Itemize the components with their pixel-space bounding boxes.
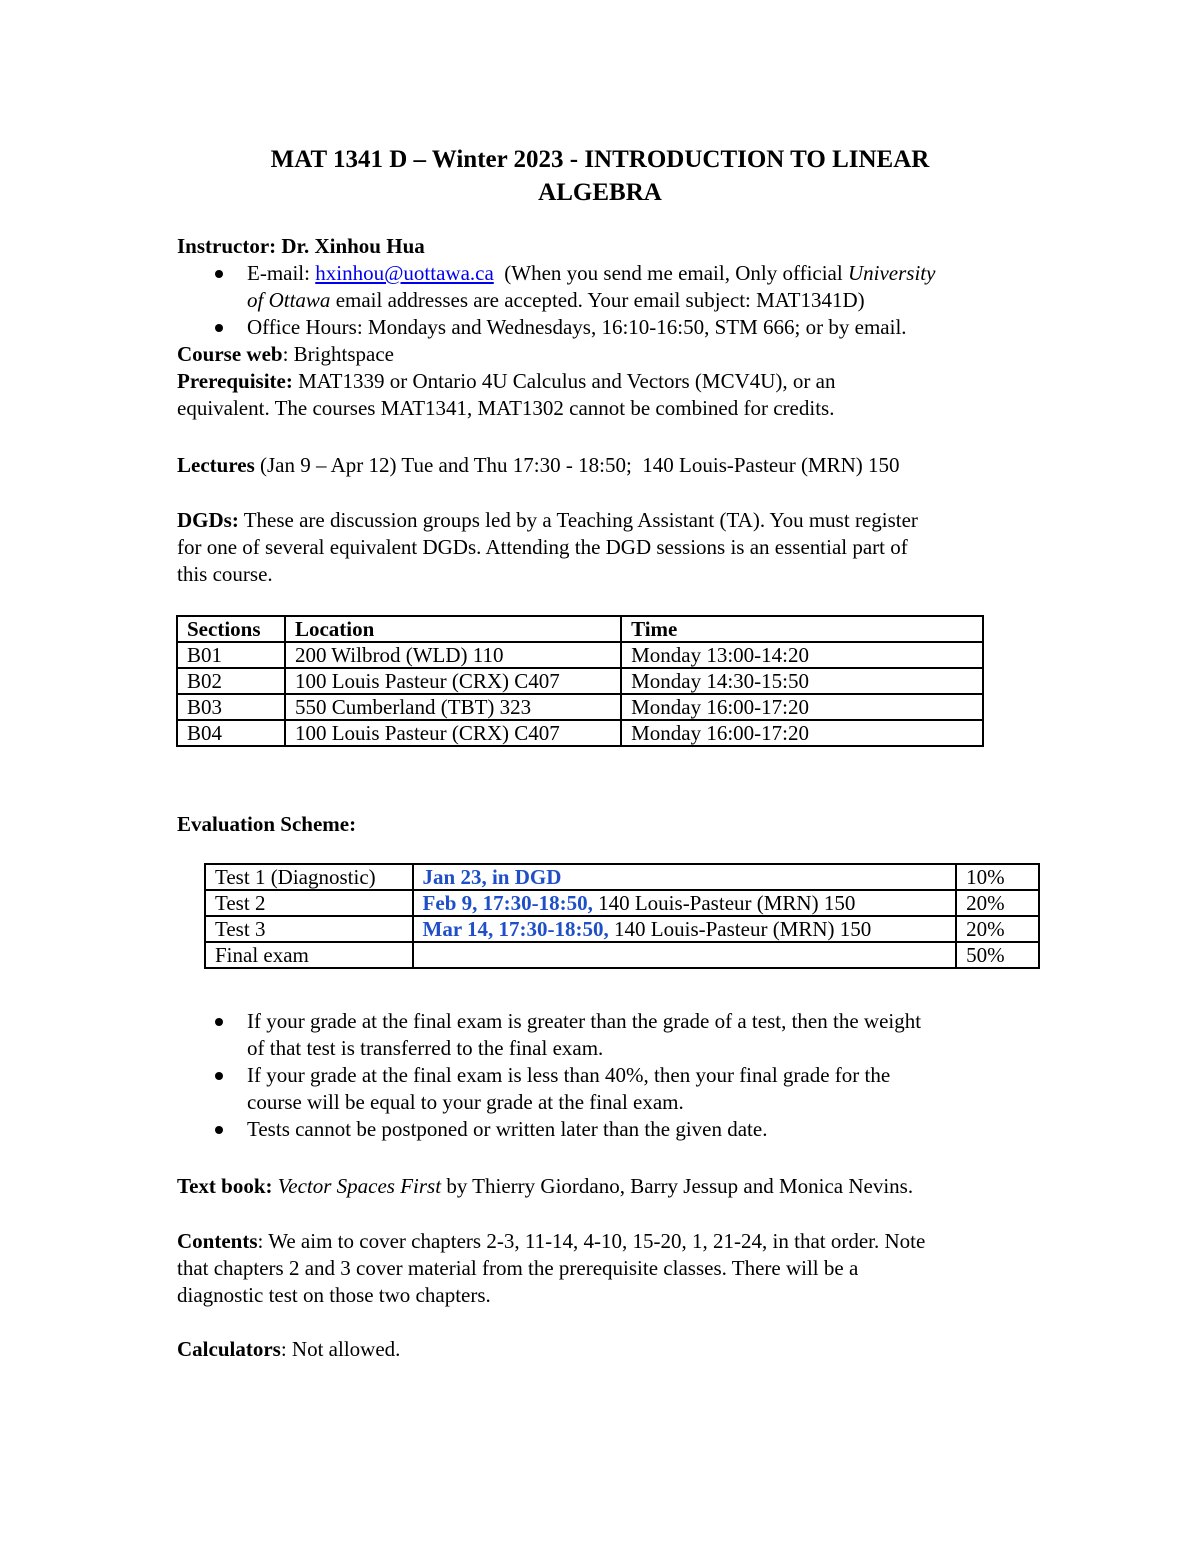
email-note-italic-1: University xyxy=(847,261,936,285)
evaluation-label: Evaluation Scheme: xyxy=(177,812,357,836)
eval-place: 140 Louis-Pasteur (MRN) 150 xyxy=(592,891,856,915)
eval-weight-cell: 20% xyxy=(956,890,1039,916)
calculators-value: : Not allowed. xyxy=(280,1337,401,1361)
textbook-authors: by Thierry Giordano, Barry Jessup and Monica Nevins. xyxy=(441,1174,914,1198)
table-row xyxy=(205,942,1039,968)
prerequisite-line-2: equivalent. The courses MAT1341, MAT1302 cannot be combined for credits. xyxy=(177,396,835,420)
note-line: If your grade at the final exam is greater than the grade of a test, then the weight xyxy=(247,1009,922,1033)
section-cell: B04 xyxy=(177,720,285,746)
eval-weight-cell: 10% xyxy=(956,864,1039,890)
evaluation-notes xyxy=(177,1008,1037,1143)
contents-line-3: diagnostic test on those two chapters. xyxy=(177,1283,491,1307)
office-hours: Office Hours: Mondays and Wednesdays, 16:10-16:50, STM 666; or by email. xyxy=(247,315,907,339)
lectures-label: Lectures xyxy=(177,453,255,477)
bullet-icon xyxy=(215,1126,223,1134)
eval-name-cell: Test 2 xyxy=(205,890,413,916)
time-cell: Monday 13:00-14:20 xyxy=(621,642,983,668)
contents xyxy=(177,1228,1037,1309)
table-header-row xyxy=(177,616,983,642)
table-row xyxy=(177,694,983,720)
location-cell: 100 Louis Pasteur (CRX) C407 xyxy=(285,720,621,746)
section-cell: B01 xyxy=(177,642,285,668)
email-link[interactable]: hxinhou@uottawa.ca xyxy=(315,261,494,285)
instructor-label: Instructor: Dr. Xinhou Hua xyxy=(177,234,425,258)
note-line: Tests cannot be postponed or written later than the given date. xyxy=(247,1117,768,1141)
time-cell: Monday 16:00-17:20 xyxy=(621,694,983,720)
eval-name-cell: Test 3 xyxy=(205,916,413,942)
lectures-value: (Jan 9 – Apr 12) Tue and Thu 17:30 - 18:50; 140 Louis-Pasteur (MRN) 150 xyxy=(254,453,900,477)
table-row xyxy=(177,720,983,746)
location-cell: 550 Cumberland (TBT) 323 xyxy=(285,694,621,720)
header-time: Time xyxy=(621,616,983,642)
office-hours-item xyxy=(177,314,1037,341)
email-note-1: (When you send me email, Only official xyxy=(493,261,848,285)
title-line-2: ALGEBRA xyxy=(538,179,662,206)
title-line-1: MAT 1341 D – Winter 2023 - INTRODUCTION TO LINEAR xyxy=(270,146,930,173)
contents-line-1: : We aim to cover chapters 2-3, 11-14, 4-10, 15-20, 1, 21-24, in that order. Note xyxy=(257,1229,926,1253)
table-row xyxy=(205,916,1039,942)
course-web-value: : Brightspace xyxy=(282,342,394,366)
dgds-line-2: for one of several equivalent DGDs. Attending the DGD sessions is an essential part of xyxy=(177,535,908,559)
dgds-label: DGDs: xyxy=(177,508,239,532)
eval-name-cell: Test 1 (Diagnostic) xyxy=(205,864,413,890)
list-item xyxy=(177,1008,1037,1062)
prerequisite-line-1: MAT1339 or Ontario 4U Calculus and Vectors (MCV4U), or an xyxy=(292,369,836,393)
dgds-line-3: this course. xyxy=(177,562,273,586)
note-line: If your grade at the final exam is less than 40%, then your final grade for the xyxy=(247,1063,891,1087)
note-line: of that test is transferred to the final exam. xyxy=(247,1036,604,1060)
eval-weight-cell: 20% xyxy=(956,916,1039,942)
header-location: Location xyxy=(285,616,621,642)
course-web xyxy=(177,341,1037,368)
lectures xyxy=(177,452,1037,479)
email-item xyxy=(177,260,1037,314)
eval-date-cell xyxy=(413,864,957,890)
list-item xyxy=(177,1062,1037,1116)
contents-line-2: that chapters 2 and 3 cover material from the prerequisite classes. There will be a xyxy=(177,1256,859,1280)
eval-date: Mar 14, 17:30-18:50, xyxy=(422,917,609,941)
eval-date: Jan 23, in DGD xyxy=(422,865,562,889)
textbook-label: Text book: xyxy=(177,1174,273,1198)
email-prefix: E-mail: xyxy=(247,261,316,285)
textbook xyxy=(177,1173,1037,1200)
calculators xyxy=(177,1336,1037,1363)
eval-date: Feb 9, 17:30-18:50, xyxy=(422,891,593,915)
instructor-section xyxy=(177,233,1037,422)
bullet-icon xyxy=(215,1018,223,1026)
dgds xyxy=(177,507,1037,588)
location-cell: 200 Wilbrod (WLD) 110 xyxy=(285,642,621,668)
eval-place: 140 Louis-Pasteur (MRN) 150 xyxy=(608,917,872,941)
eval-weight-cell: 50% xyxy=(956,942,1039,968)
time-cell: Monday 16:00-17:20 xyxy=(621,720,983,746)
list-item xyxy=(177,1116,1037,1143)
email-note-2: email addresses are accepted. Your email subject: MAT1341D) xyxy=(330,288,865,312)
section-cell: B02 xyxy=(177,668,285,694)
eval-name-cell: Final exam xyxy=(205,942,413,968)
contents-label: Contents xyxy=(177,1229,258,1253)
evaluation-table xyxy=(204,863,1040,969)
header-sections: Sections xyxy=(177,616,285,642)
page-title xyxy=(150,143,1050,209)
bullet-icon xyxy=(215,1072,223,1080)
table-row xyxy=(205,890,1039,916)
eval-date-cell xyxy=(413,942,957,968)
dgds-line-1: These are discussion groups led by a Teaching Assistant (TA). You must register xyxy=(238,508,918,532)
prerequisite xyxy=(177,368,1037,422)
calculators-label: Calculators xyxy=(177,1337,281,1361)
table-row xyxy=(177,668,983,694)
section-cell: B03 xyxy=(177,694,285,720)
email-note-italic-2: of Ottawa xyxy=(247,288,331,312)
note-line: course will be equal to your grade at the final exam. xyxy=(247,1090,684,1114)
table-row xyxy=(205,864,1039,890)
bullet-icon xyxy=(215,324,223,332)
bullet-icon xyxy=(215,270,223,278)
course-web-label: Course web xyxy=(177,342,283,366)
prerequisite-label: Prerequisite: xyxy=(177,369,293,393)
textbook-title: Vector Spaces First xyxy=(277,1174,442,1198)
location-cell: 100 Louis Pasteur (CRX) C407 xyxy=(285,668,621,694)
table-row xyxy=(177,642,983,668)
time-cell: Monday 14:30-15:50 xyxy=(621,668,983,694)
eval-date-cell xyxy=(413,916,957,942)
sections-table xyxy=(176,615,984,747)
eval-date-cell xyxy=(413,890,957,916)
